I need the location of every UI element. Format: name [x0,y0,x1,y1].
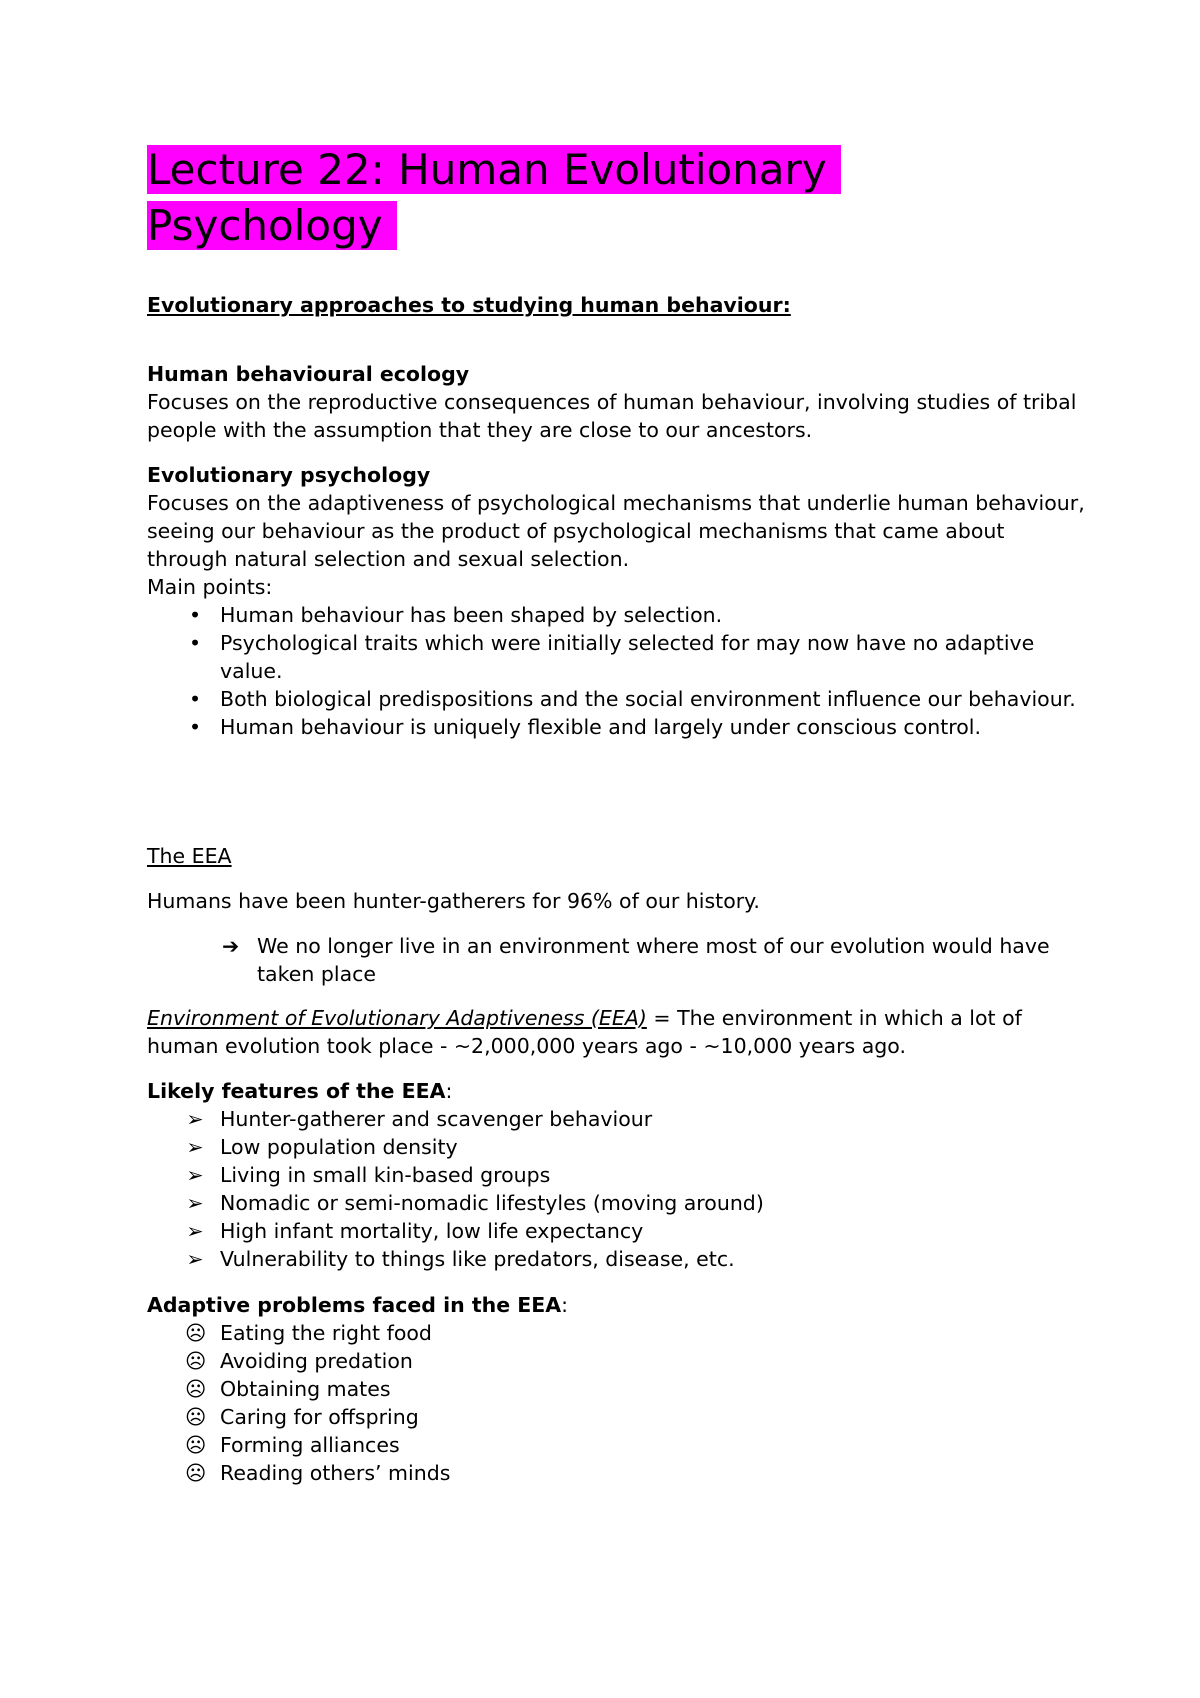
list-item [147,1105,1087,1133]
frown-face-icon: ☹ [185,1377,207,1401]
section-heading-approaches [147,291,1087,319]
list-item [147,713,1087,741]
list-item [147,1319,1087,1347]
arrowhead-icon: ➢ [186,1135,204,1159]
eea-definition [147,1004,1087,1060]
page-title-text: Lecture 22: Human Evolutionary Psychology [147,145,841,250]
list-item-text: Forming alliances [220,1433,400,1457]
list-item-text: Both biological predispositions and the social environment influence our behaviour. [220,687,1076,711]
list-item-text: Low population density [220,1135,458,1159]
definition-text: = The environment in which a lot of human evolution took place - ~2,000,000 years ago - ~10,000 years ago. [147,1006,1022,1058]
list-item [147,1375,1087,1403]
list-item [147,1245,1087,1273]
list-item-text: Human behaviour is uniquely flexible and largely under conscious control. [220,715,981,739]
list-item [147,1403,1087,1431]
ep-heading: Evolutionary psychology [147,463,431,487]
list-item-text: Nomadic or semi-nomadic lifestyles (moving around) [220,1191,764,1215]
section-heading-text: The EEA [147,844,232,868]
frown-face-icon: ☹ [185,1461,207,1485]
list-item [147,1133,1087,1161]
list-item [147,1161,1087,1189]
page-title [147,142,1087,254]
problems-heading: Adaptive problems faced in the EEA [147,1293,562,1317]
problems-colon: : [561,1293,569,1317]
list-item-text: High infant mortality, low life expectancy [220,1219,644,1243]
arrow-right-icon: ➔ [222,934,240,958]
arrowhead-icon: ➢ [186,1219,204,1243]
frown-face-icon: ☹ [185,1349,207,1373]
bullet-icon: • [188,687,202,711]
list-item [147,629,1087,685]
hbe-heading: Human behavioural ecology [147,362,470,386]
frown-face-icon: ☹ [185,1405,207,1429]
features-heading: Likely features of the EEA [147,1079,446,1103]
list-item-text: Psychological traits which were initially selected for may now have no adaptive value. [220,631,1035,683]
list-item-text: Hunter-gatherer and scavenger behaviour [220,1107,653,1131]
features-colon: : [445,1079,453,1103]
list-item-text: Living in small kin-based groups [220,1163,551,1187]
list-item-text: Eating the right food [220,1321,432,1345]
list-item-text: Reading others’ minds [220,1461,451,1485]
list-item-text: Human behaviour has been shaped by selection. [220,603,723,627]
list-item-text: Vulnerability to things like predators, disease, etc. [220,1247,735,1271]
eea-problems-section [147,1291,1087,1487]
hbe-text: Focuses on the reproductive consequences of human behaviour, involving studies of tribal people with the assumption that they are close to our ancestors. [147,390,1077,442]
arrowhead-icon: ➢ [186,1107,204,1131]
bullet-icon: • [188,603,202,627]
list-item [147,601,1087,629]
list-item [147,1347,1087,1375]
frown-face-icon: ☹ [185,1321,207,1345]
ep-text: Focuses on the adaptiveness of psychological mechanisms that underlie human behaviour, seeing our behaviour as the product of psychological mechanisms that came about through natural selection and sexual selection. [147,491,1085,571]
arrow-point-text: We no longer live in an environment where most of our evolution would have taken place [257,934,1050,986]
list-item [147,685,1087,713]
problems-list [147,1319,1087,1487]
list-item [147,1431,1087,1459]
main-points-list [147,601,1087,741]
frown-face-icon: ☹ [185,1433,207,1457]
list-item [147,1189,1087,1217]
eea-intro: Humans have been hunter-gatherers for 96% of our history. [147,889,760,913]
bullet-icon: • [188,715,202,739]
section-heading-eea [147,842,1087,870]
arrowhead-icon: ➢ [186,1191,204,1215]
features-list [147,1105,1087,1273]
eea-features-section [147,1077,1087,1273]
section-heading-text: Evolutionary approaches to studying human behaviour: [147,293,791,317]
list-item-text: Obtaining mates [220,1377,391,1401]
ep-section [147,461,1087,741]
arrowhead-icon: ➢ [186,1163,204,1187]
list-item-text: Avoiding predation [220,1349,413,1373]
list-item [147,1217,1087,1245]
arrowhead-icon: ➢ [186,1247,204,1271]
list-item-text: Caring for offspring [220,1405,419,1429]
main-points-label: Main points: [147,575,273,599]
bullet-icon: • [188,631,202,655]
hbe-section [147,360,1087,444]
list-item [147,1459,1087,1487]
definition-term: Environment of Evolutionary Adaptiveness (EEA) [147,1006,647,1030]
eea-arrow-point [147,932,1087,988]
